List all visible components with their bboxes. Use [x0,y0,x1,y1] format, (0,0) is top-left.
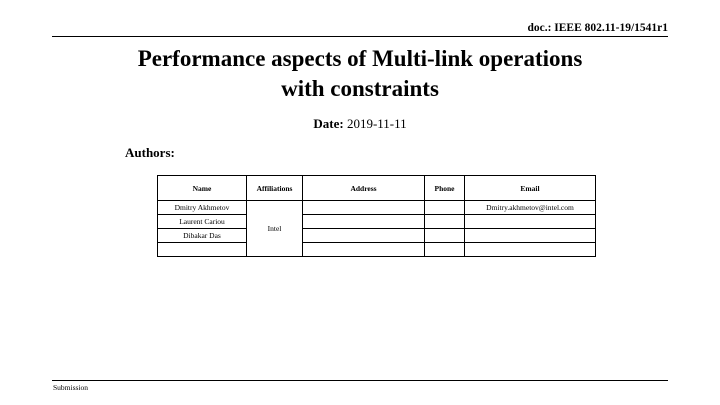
column-header-name: Name [158,176,247,201]
date-line [52,116,668,132]
title-line-2: with constraints [281,76,439,101]
column-header-address: Address [303,176,425,201]
author-phone [425,243,465,257]
table-header-row [158,176,596,201]
page-title [52,44,668,104]
author-name [158,243,247,257]
author-email: Dmitry.akhmetov@intel.com [465,201,596,215]
author-affiliation: Intel [247,201,303,257]
authors-table [157,175,596,257]
author-name: Dmitry Akhmetov [158,201,247,215]
column-header-affiliations: Affiliations [247,176,303,201]
author-email [465,243,596,257]
author-email [465,229,596,243]
author-address [303,243,425,257]
author-phone [425,215,465,229]
authors-label: Authors: [125,145,175,160]
author-phone [425,229,465,243]
footer-submission-label: Submission [53,383,89,392]
author-name: Dibakar Das [158,229,247,243]
author-phone [425,201,465,215]
table-row [158,215,596,229]
bottom-divider [52,380,668,381]
column-header-email: Email [465,176,596,201]
date-label: Date: [313,116,344,131]
author-address [303,229,425,243]
date-value: 2019-11-11 [346,116,407,131]
doc-id-header: doc.: IEEE 802.11-19/1541r1 [527,22,668,34]
top-divider [52,36,668,37]
author-address [303,215,425,229]
title-line-1: Performance aspects of Multi-link operations [137,46,583,71]
table-row [158,243,596,257]
author-address [303,201,425,215]
table-row [158,229,596,243]
table-row [158,201,596,215]
author-email [465,215,596,229]
column-header-phone: Phone [425,176,465,201]
author-name: Laurent Cariou [158,215,247,229]
